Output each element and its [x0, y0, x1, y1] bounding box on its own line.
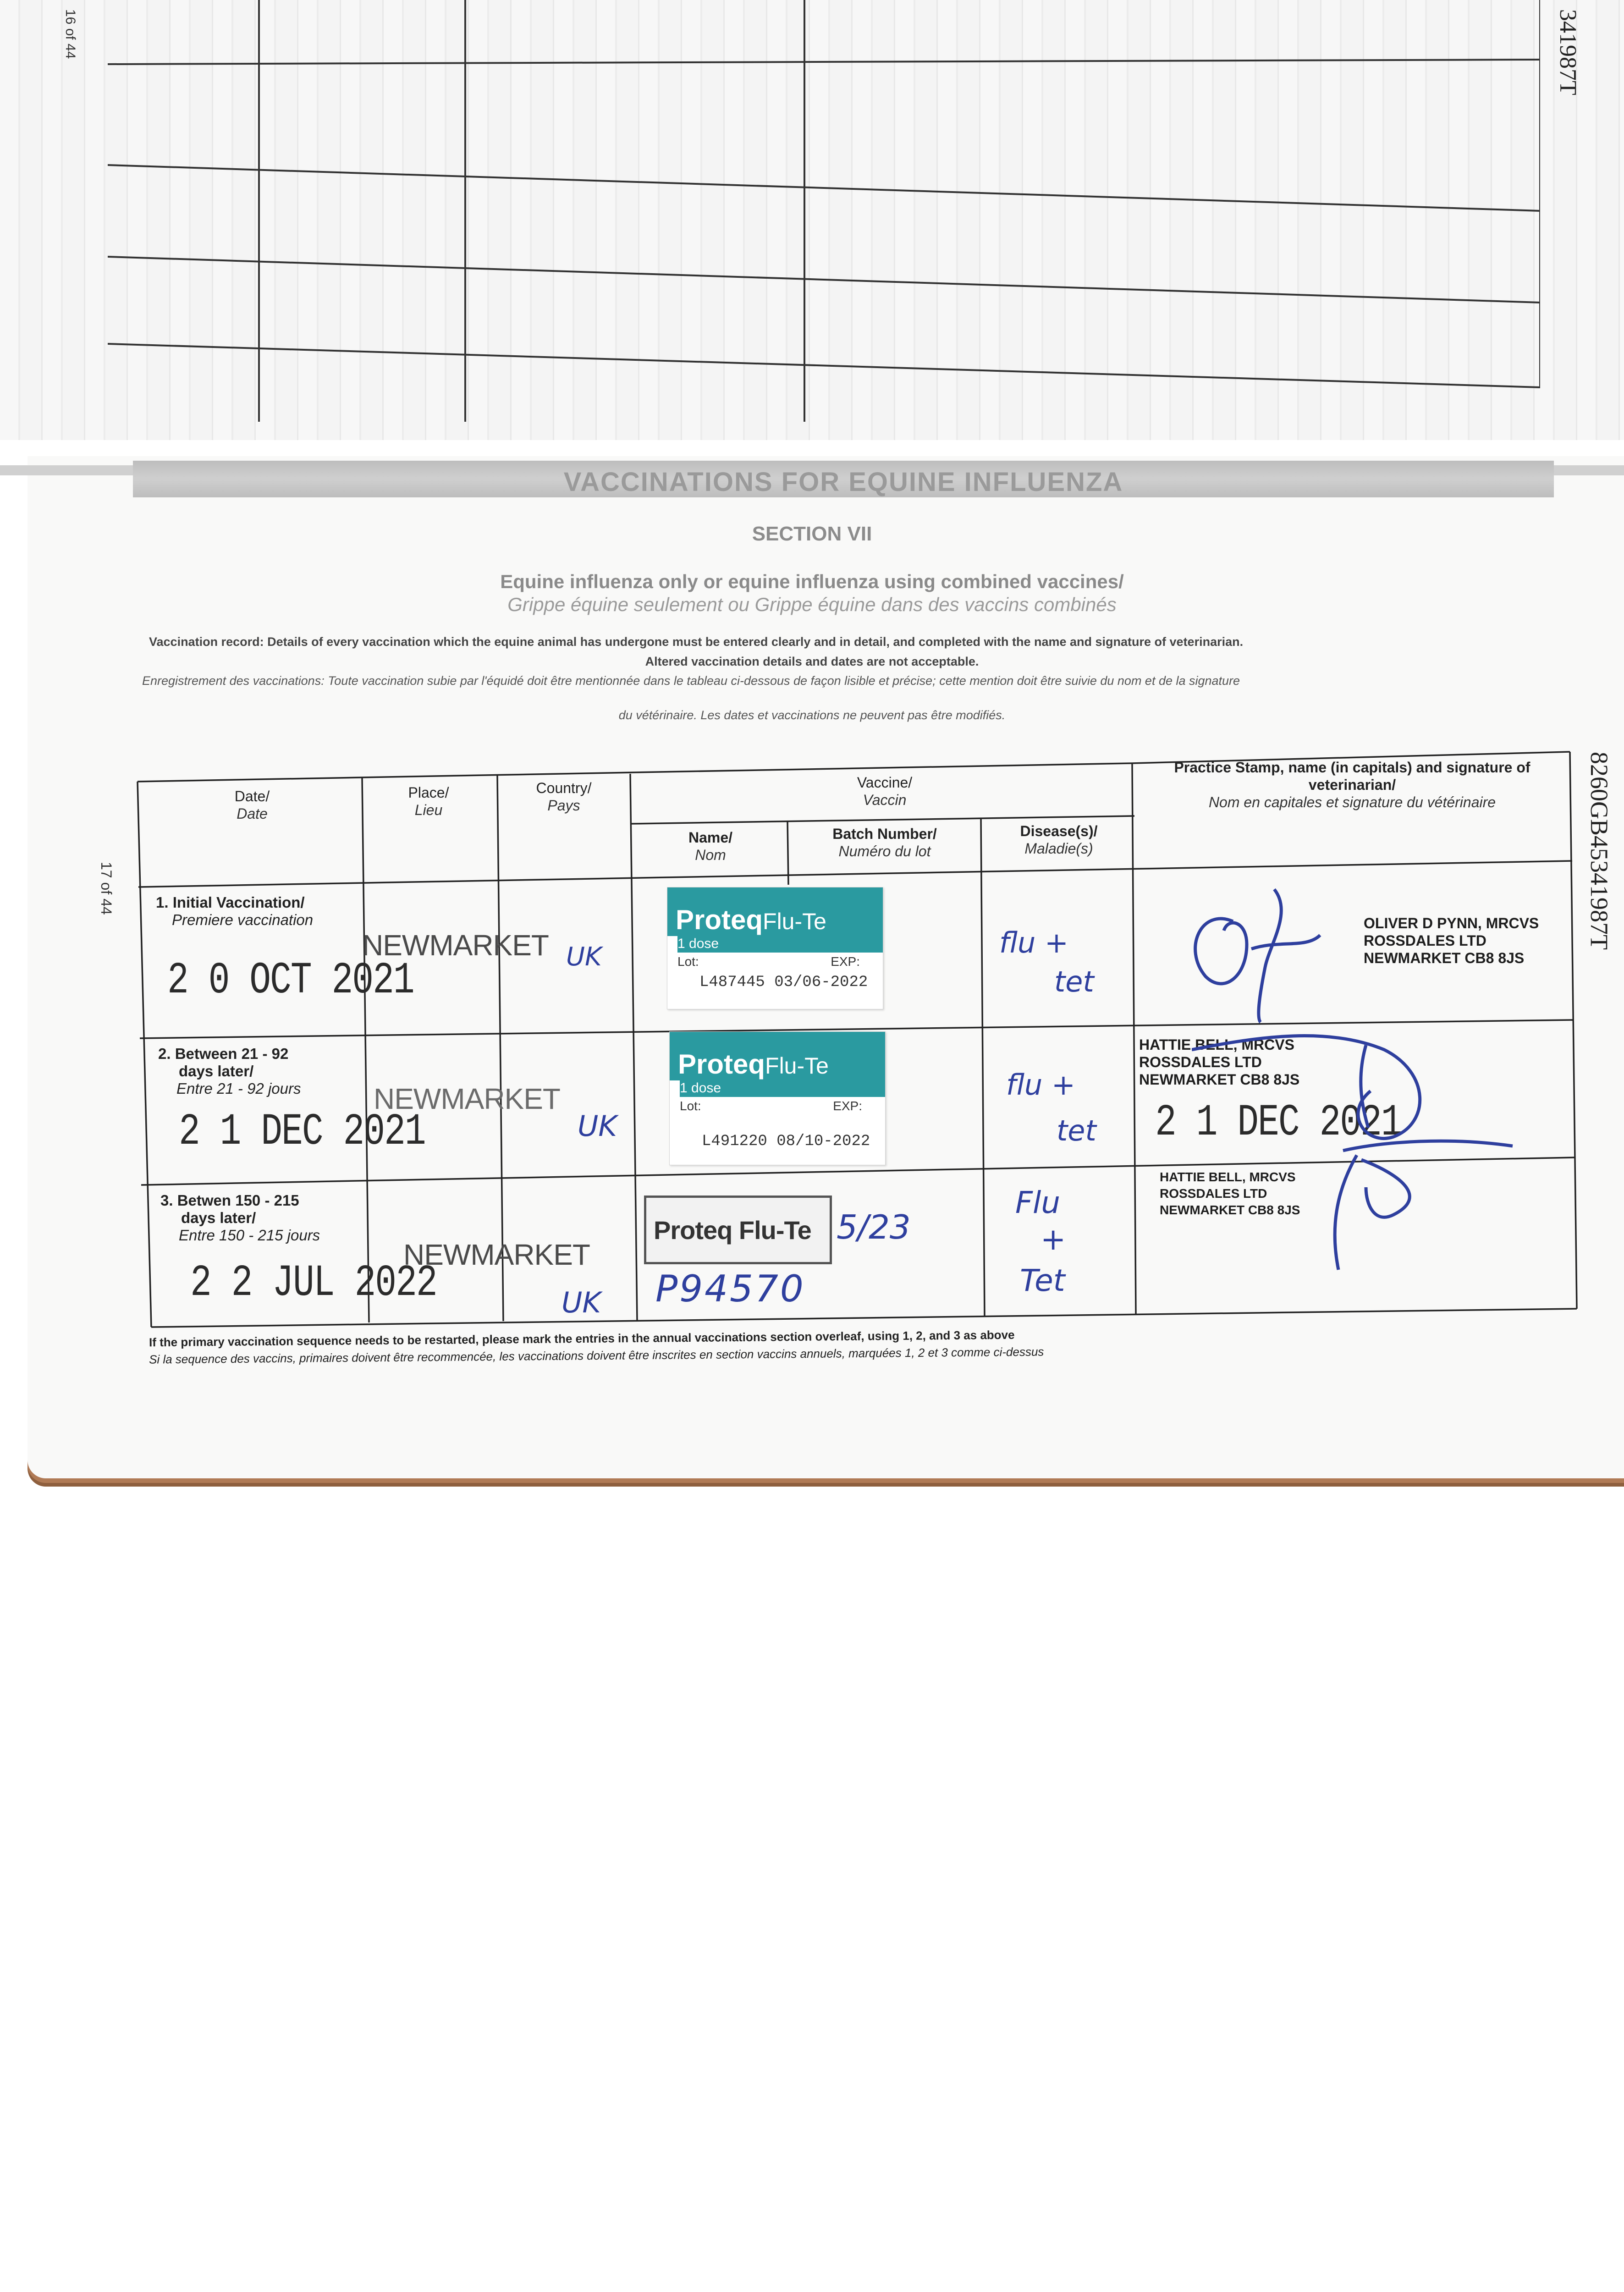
footer-note-fr: Si la sequence des vaccins, primaires doivent être recommencée, les vaccinations doivent être inscrites en section vaccins annuels, marquées 1, 2 et 3 comme ci-dessus — [149, 1344, 1044, 1366]
previous-page-table — [108, 0, 1540, 422]
row-3-batch-number: P94570 — [655, 1267, 805, 1310]
row-1-disease-line-1: flu + — [999, 926, 1069, 959]
row-2-disease-line-2: tet — [1057, 1114, 1096, 1147]
row-1-vet-stamp: OLIVER D PYNN, MRCVS ROSSDALES LTD NEWMARKET CB8 8JS — [1364, 915, 1539, 966]
row-1-country: UK — [566, 942, 602, 972]
subtitle-fr: Grippe équine seulement ou Grippe équine dans des vaccins combinés — [507, 594, 1117, 615]
row-3-date: 2 2 JUL 2022 — [190, 1258, 437, 1309]
row-1-disease-line-2: tet — [1054, 965, 1094, 998]
row-2-vaccine-name: ProteqFlu-Te — [678, 1049, 829, 1080]
previous-page-side-id: 341987T — [1555, 9, 1581, 95]
row-2-label: 2. Between 21 - 92 days later/ Entre 21 - 92 jours — [158, 1045, 301, 1097]
record-note-en-2: Altered vaccination details and dates are not acceptable. — [645, 655, 979, 668]
row-1-exp-heading: EXP: — [831, 954, 860, 969]
side-passport-id: 8260GB45341987T — [1585, 752, 1613, 950]
record-note-fr-2: du vétérinaire. Les dates et vaccinations ne peuvent pas être modifiés. — [618, 708, 1006, 722]
header-date: Date/ Date — [234, 788, 270, 822]
header-veterinarian: Practice Stamp, name (in capitals) and signature of veterinarian/ Nom en capitales et signature du vétérinaire — [1174, 759, 1530, 810]
row-3-vet-stamp: HATTIE BELL, MRCVS ROSSDALES LTD NEWMARKET CB8 8JS — [1160, 1170, 1300, 1217]
section-title: SECTION VII — [752, 523, 872, 545]
row-1-date: 2 0 OCT 2021 — [167, 956, 414, 1006]
row-2-country: UK — [578, 1109, 617, 1143]
row-1-label: 1. Initial Vaccination/ Premiere vaccination — [156, 894, 314, 928]
row-3-label: 3. Betwen 150 - 215 days later/ Entre 150 - 215 jours — [160, 1192, 320, 1244]
row-2-vet-date: 2 1 DEC 2021 — [1155, 1098, 1402, 1148]
row-2-exp-heading: EXP: — [833, 1099, 862, 1113]
row-2-date: 2 1 DEC 2021 — [179, 1107, 425, 1157]
previous-page-number: 16 of 44 — [63, 9, 78, 59]
row-2-vaccine-dose: 1 dose — [680, 1080, 885, 1097]
row-1-lot-heading: Lot: — [677, 954, 699, 969]
header-country: Country/ Pays — [536, 780, 592, 814]
row-3-place: NEWMARKET — [403, 1238, 590, 1271]
row-2-signature — [1192, 1022, 1522, 1279]
row-2-batch-number: L491220 08/10-2022 — [702, 1133, 870, 1150]
subtitle-en: Equine influenza only or equine influenza using combined vaccines/ — [500, 571, 1124, 592]
row-3-disease-line-2: + — [1040, 1222, 1066, 1257]
row-3-disease-line-1: Flu — [1015, 1185, 1061, 1220]
row-3-expiry: 5/23 — [837, 1208, 911, 1246]
row-3-vaccine-name: Proteq Flu-Te — [654, 1216, 811, 1245]
header-vaccine-name: Name/ Nom — [688, 829, 733, 863]
section-heading: VACCINATIONS FOR EQUINE INFLUENZA — [563, 467, 1123, 497]
footer-note-en: If the primary vaccination sequence needs to be restarted, please mark the entries in the annual vaccinations section overleaf, using 1, 2, and 3 as above — [149, 1328, 1015, 1350]
row-1-batch-number: L487445 03/06-2022 — [699, 974, 868, 991]
row-3-country: UK — [562, 1286, 601, 1319]
header-vaccine: Vaccine/ Vaccin — [857, 774, 913, 808]
row-1-vaccine-dose: 1 dose — [677, 936, 883, 953]
row-2-disease-line-1: flu + — [1006, 1068, 1076, 1102]
row-3-disease-line-3: Tet — [1020, 1263, 1065, 1298]
row-3-vaccine-stamp — [644, 1196, 832, 1264]
record-note-fr: Enregistrement des vaccinations: Toute vaccination subie par l'équidé doit être mentionnée dans le tableau ci-dessous de façon lisible et précise; cette mention doit être suivie du nom et de la signature — [142, 674, 1240, 688]
row-2-vaccine-label — [669, 1031, 886, 1165]
row-1-signature — [1169, 871, 1361, 1027]
record-note-en: Vaccination record: Details of every vaccination which the equine animal has undergone must be entered clearly and in detail, and completed with the name and signature of veterinarian. — [149, 635, 1244, 649]
header-place: Place/ Lieu — [408, 784, 449, 818]
row-2-vet-stamp: HATTIE BELL, MRCVS ROSSDALES LTD NEWMARKET CB8 8JS — [1139, 1036, 1300, 1088]
row-1-place: NEWMARKET — [362, 929, 549, 962]
header-disease: Disease(s)/ Maladie(s) — [1020, 823, 1098, 857]
row-2-place: NEWMARKET — [374, 1082, 560, 1115]
row-1-vaccine-label — [667, 887, 883, 1009]
header-batch-number: Batch Number/ Numéro du lot — [832, 826, 937, 860]
row-1-vaccine-name: ProteqFlu-Te — [676, 904, 826, 935]
row-2-lot-heading: Lot: — [680, 1099, 701, 1113]
page-number: 17 of 44 — [98, 862, 115, 915]
